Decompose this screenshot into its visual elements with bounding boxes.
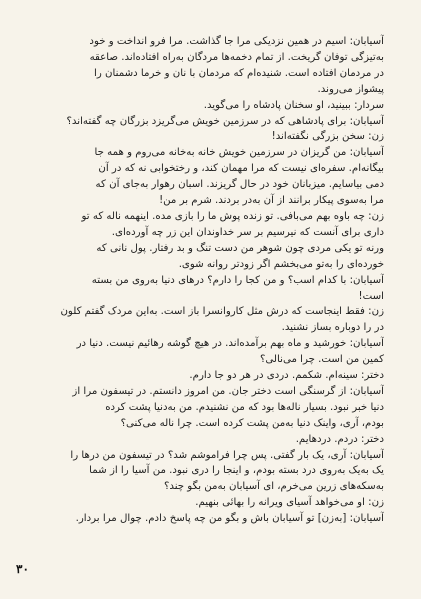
text-line: زن: چه باوه بهم می‌بافی. تو زنده پوش ما را بازی مده. اینهمه ناله که تو xyxy=(81,210,384,222)
text-line: آسیابان: اسیم در همین نزدیکی مرا جا گذاشت. مرا فرو انداخت و خود xyxy=(89,36,384,47)
text-line: به‌تیزگی توفان گریخت. از تمام دخمه‌ها مردگان به‌راه افتاده‌اند. صاعقه xyxy=(89,51,384,63)
text-line: است! xyxy=(358,290,384,302)
text-line: آسیابان: از گرسنگی است دختر جان. من امروز دانستم. در تیسفون مرا از xyxy=(72,385,384,397)
text-line: سردار: ببینید، او سخنان پادشاه را می‌گوید. xyxy=(203,99,384,111)
text-line: خورده‌ای را به‌تو می‌بخشم اگر زودتر روانه شوی. xyxy=(178,258,384,270)
text-line: آسیابان: خورشید و ماه بهم برآمده‌اند. در هیچ گوشه رهائیم نیست. دنیا در xyxy=(76,338,384,350)
text-line: زن: او می‌خواهد آسیای ویرانه را بهائی بنهیم. xyxy=(195,497,384,509)
text-line: آسیابان: من گریزان در سرزمین خویش خانه به‌خانه می‌روم و همه جا xyxy=(94,147,384,159)
text-line: زن: سخن بزرگی نگفته‌اند! xyxy=(271,131,384,143)
text-line: آسیابان: آری، یک بار گفتی. پس چرا فراموشم شد؟ در تیسفون من درها را xyxy=(70,449,384,461)
text-line: پیشواز می‌روند. xyxy=(317,83,384,95)
text-line: آسیابان: با کدام اسب؟ و من کجا را دارم؟ درهای دنیا به‌روی من بسته xyxy=(91,274,384,286)
text-line: در را دوباره بساز نشنید. xyxy=(281,322,384,334)
text-line: ورنه تو یکی مردی چون شوهر من دست تنگ و بد رفتار. پول نانی که xyxy=(96,242,384,254)
text-line: در مردمان افتاده است. شنیده‌ام که مردمان با نان و خرما دشمنان را xyxy=(94,67,384,79)
text-line: دنیا خبر نبود. بسیار ناله‌ها بود که من نشنیدم. من به‌دنیا پشت کرده xyxy=(105,401,384,413)
text-line: دختر: سینه‌ام. شکمم. دردی در هر دو جا دارم. xyxy=(189,370,384,382)
text-line: مرا به‌سوی پیکار برانند از آن به‌در بردند. شرم بر من! xyxy=(159,195,384,207)
text-line: بودم، آری، واینک دنیا به‌من پشت کرده است. چرا ناله می‌کنی؟ xyxy=(120,417,384,429)
text-line: به‌سکه‌های زرین می‌خرم، ای آسیابان به‌من بگو چند؟ xyxy=(163,481,384,493)
play-dialogue-text xyxy=(42,34,384,579)
text-line: بیگانه‌ام. سفره‌ای نیست که مرا مهمان کند، و رختخوابی نه که در آن xyxy=(98,163,384,175)
text-line: کمین من است. چرا می‌نالی؟ xyxy=(260,354,384,366)
page-number: ۳۰ xyxy=(16,562,29,576)
text-line: آسیابان: برای پادشاهی که در سرزمین خویش می‌گریزد بزرگان چه گفته‌اند؟ xyxy=(66,115,384,127)
text-line: داری برای آنست که نیرسیم بر سر خداوندان این زر چه آورده‌ای. xyxy=(111,226,384,238)
text-line: دختر: دردم. دردهایم. xyxy=(295,433,384,445)
text-line: زن: فقط اینجاست که درش مثل کاروانسرا باز است. به‌این مردک گفتم کلون xyxy=(60,306,384,318)
text-line: دمی بیاسایم. میزبانان خود در حال گریزند. اسبان رهوار به‌جای آن که xyxy=(95,179,384,191)
text-line: آسیابان: [به‌زن] تو آسیابان باش و بگو من چه پاسخ دادم. چوال مرا بردار. xyxy=(75,513,384,525)
text-line: یک به‌یک به‌روی درد بسته بودم، و اینجا را دری نبود. من آسیا را از شما xyxy=(89,465,384,477)
